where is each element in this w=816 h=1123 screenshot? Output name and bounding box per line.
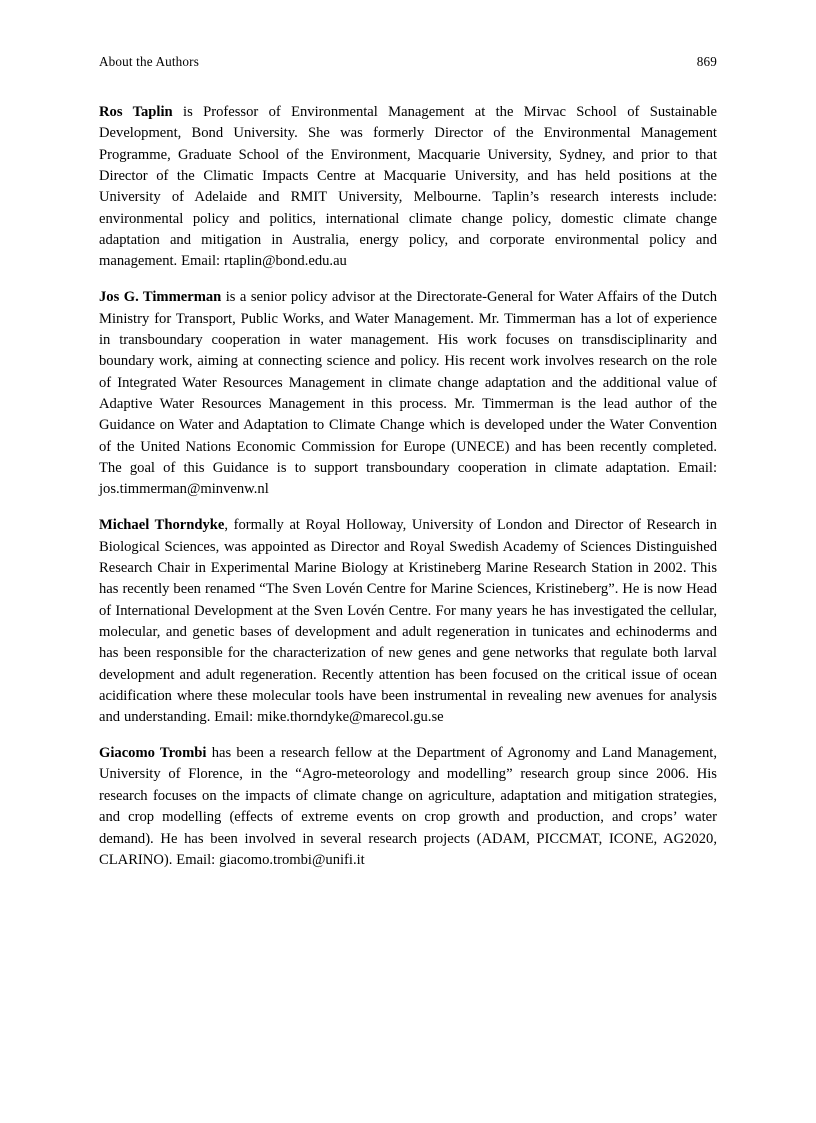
author-bio-entry bbox=[99, 515, 717, 728]
author-name: Jos G. Timmerman bbox=[99, 289, 222, 306]
author-bio-list bbox=[99, 102, 717, 871]
author-name: Giacomo Trombi bbox=[99, 745, 207, 762]
author-bio-text: is Professor of Environmental Management at the Mirvac School of Sustainable Development, Bond University. She was formerly Director of the Environmental Management Programme, Graduate School of the Environment, Macquarie University, Sydney, and prior to that Director of the Climatic Impacts Centre at Macquarie University, and has held positions at the University of Adelaide and RMIT University, Melbourne. Taplin’s research interests include: environmental policy and politics, international climate change policy, domestic climate change adaptation and mitigation in Australia, energy policy, and corporate environmental policy and management. Email: rtaplin@bond.edu.au bbox=[99, 104, 717, 270]
author-bio-text: has been a research fellow at the Department of Agronomy and Land Management, University of Florence, in the “Agro-meteorology and modelling” research group since 2006. His research focuses on the impacts of climate change on agriculture, adaptation and mitigation strategies, and crop modelling (effects of extreme events on crop growth and production, and crops’ water demand). He has been involved in several research projects (ADAM, PICCMAT, ICONE, AG2020, CLARINO). Email: giacomo.trombi@unifi.it bbox=[99, 745, 717, 868]
author-bio-text: is a senior policy advisor at the Directorate-General for Water Affairs of the Dutch Ministry for Transport, Public Works, and Water Management. Mr. Timmerman has a lot of experience in transboundary cooperation in water management. His work focuses on transdisciplinarity and boundary work, aiming at connecting science and policy. His recent work involves research on the role of Integrated Water Resources Management in climate change adaptation and the additional value of Adaptive Water Resources Management in this process. Mr. Timmerman is the lead author of the Guidance on Water and Adaptation to Climate Change which is developed under the Water Convention of the United Nations Economic Commission for Europe (UNECE) and has been recently completed. The goal of this Guidance is to support transboundary cooperation in climate adaptation. Email: jos.timmerman@minvenw.nl bbox=[99, 289, 717, 498]
author-bio-entry bbox=[99, 102, 717, 273]
author-bio-text: , formally at Royal Holloway, University of London and Director of Research in Biological Sciences, was appointed as Director and Royal Swedish Academy of Sciences Distinguished Research Chair in Experimental Marine Biology at Kristineberg Marine Research Station in 2002. This has recently been renamed “The Sven Lovén Centre for Marine Sciences, Kristineberg”. He is now Head of International Development at the Sven Lovén Centre. For many years he has investigated the cellular, molecular, and genetic bases of development and adult regeneration in tunicates and echinoderms and has been responsible for the characterization of new genes and gene networks that regulate both larval development and adult regeneration. Recently attention has been focused on the critical issue of ocean acidification where these molecular tools have been instrumental in revealing new avenues for analysis and understanding. Email: mike.thorndyke@marecol.gu.se bbox=[99, 517, 717, 726]
running-head bbox=[99, 54, 717, 70]
author-name: Ros Taplin bbox=[99, 104, 173, 120]
author-bio-entry bbox=[99, 287, 717, 500]
author-bio-entry bbox=[99, 743, 717, 871]
author-name: Michael Thorndyke bbox=[99, 517, 225, 534]
running-head-title: About the Authors bbox=[99, 54, 199, 69]
page-number: 869 bbox=[696, 54, 717, 69]
page-content-frame bbox=[99, 54, 717, 871]
